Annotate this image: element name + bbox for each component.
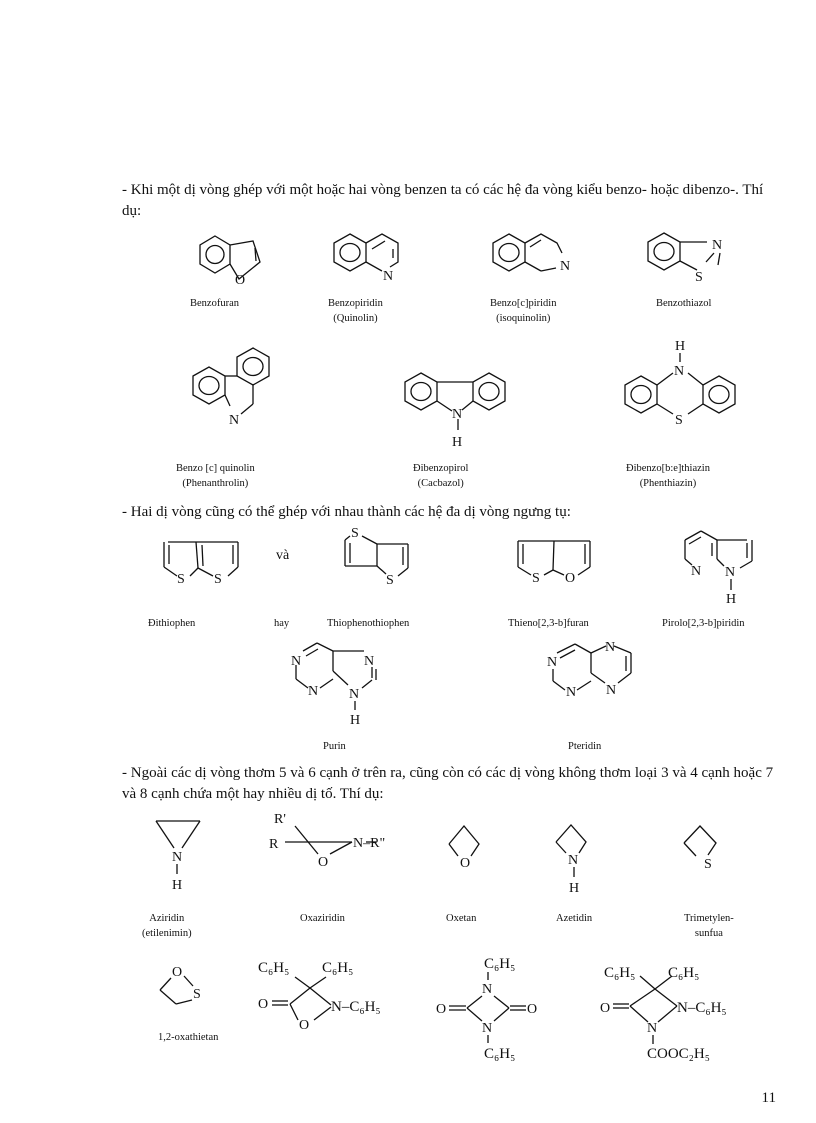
phenthiazin-structure — [625, 339, 735, 428]
atom-n: N — [383, 269, 394, 284]
atom-h: H — [675, 339, 686, 354]
phenanthrolin-structure — [193, 348, 269, 428]
label-quinolin: Benzopiridin (Quinolin) — [328, 298, 383, 324]
atom-n: N — [568, 853, 579, 868]
atom-h: H — [569, 881, 580, 896]
purin-structure — [291, 643, 376, 728]
atom-n: N — [566, 685, 577, 700]
atom-n: N — [229, 413, 240, 428]
atom-n: N — [308, 684, 319, 699]
thiophenothiophen-structure — [345, 526, 408, 588]
atom-n: N — [725, 565, 736, 580]
atom-s: S — [351, 526, 359, 541]
lactone-structure — [258, 960, 381, 1033]
atom-h: H — [350, 713, 361, 728]
atom-n: N — [605, 640, 616, 655]
atom-o: O — [258, 997, 269, 1012]
atom-s: S — [214, 572, 222, 587]
atom-n: N — [364, 654, 375, 669]
label-phenthiazin: Đibenzo[b:e]thiazin (Phenthiazin) — [626, 463, 710, 489]
label-benzothiazol: Benzothiazol — [656, 298, 712, 309]
atom-n: N — [560, 259, 571, 274]
phenyl-group: C₆H₅ — [668, 965, 700, 981]
benzofuran-structure — [200, 236, 260, 288]
atom-o: O — [460, 856, 471, 871]
atom-n: N — [647, 1021, 658, 1036]
atom-s: S — [675, 413, 683, 428]
label-pirolopiridin: Pirolo[2,3-b]piridin — [662, 618, 745, 629]
dithiophen-structure — [164, 542, 238, 587]
atom-o: O — [172, 965, 183, 980]
oxetan-structure — [449, 826, 479, 871]
cacbazol-structure — [405, 373, 505, 450]
label-oxetan: Oxetan — [446, 913, 477, 924]
atom-n: N — [172, 850, 183, 865]
azetidin-structure — [556, 825, 586, 896]
pirolopiridin-structure — [685, 531, 752, 607]
atom-n: N — [547, 655, 558, 670]
n-phenyl-group: N–C₆H₅ — [331, 999, 381, 1015]
word-or: hay — [274, 618, 290, 629]
label-trimetylensunfua: Trimetylen- sunfua — [684, 913, 734, 939]
label-oxaziridin: Oxaziridin — [300, 913, 345, 924]
trimetylensunfua-structure — [684, 826, 716, 872]
atom-n: N — [291, 654, 302, 669]
atom-r1: R' — [274, 812, 286, 827]
atom-o: O — [299, 1018, 310, 1033]
label-purin: Purin — [323, 741, 346, 752]
phenyl-group: C₆H₅ — [484, 1046, 516, 1062]
oxathietan-structure — [160, 965, 201, 1004]
phenyl-group: C₆H₅ — [258, 960, 290, 976]
label-thiophenothiophen: Thiophenothiophen — [327, 618, 410, 629]
atom-s: S — [532, 571, 540, 586]
atom-o: O — [600, 1001, 611, 1016]
diazetidinedione-structure — [436, 956, 537, 1062]
ester-group: COOC₂H₅ — [647, 1046, 710, 1062]
atom-o: O — [318, 855, 329, 870]
quinolin-structure — [334, 234, 398, 284]
oxaziridin-structure — [269, 812, 385, 870]
atom-n: N — [712, 238, 723, 253]
atom-h: H — [452, 435, 463, 450]
label-dithiophen: Đithiophen — [148, 618, 196, 629]
phenyl-group: C₆H₅ — [604, 965, 636, 981]
label-oxathietan: 1,2-oxathietan — [158, 1032, 219, 1043]
lactam-structure — [600, 965, 727, 1062]
phenyl-group: C₆H₅ — [322, 960, 354, 976]
page-number: 11 — [761, 1090, 776, 1106]
atom-n: N — [349, 687, 360, 702]
intro-paragraph: - Khi một dị vòng ghép với một hoặc hai vòng benzen ta có các hệ đa vòng kiểu benzo- hoặc dibenzo-. Thí dụ: — [122, 182, 764, 219]
atom-h: H — [726, 592, 737, 607]
atom-s: S — [193, 987, 201, 1002]
atom-n: N — [452, 407, 463, 422]
label-aziridin: Aziridin (etilenimin) — [142, 913, 192, 939]
label-phenanthrolin: Benzo [c] quinolin (Phenanthrolin) — [176, 463, 255, 489]
atom-o: O — [527, 1002, 538, 1017]
atom-r: R — [269, 837, 279, 852]
atom-s: S — [177, 572, 185, 587]
isoquinolin-structure — [493, 234, 570, 274]
atom-o: O — [235, 273, 246, 288]
pteridin-structure — [547, 640, 631, 700]
label-benzofuran: Benzofuran — [190, 298, 239, 309]
label-cacbazol: Đibenzopirol (Cacbazol) — [413, 463, 469, 489]
label-isoquinolin: Benzo[c]piridin (isoquinolin) — [490, 298, 557, 324]
atom-s: S — [386, 573, 394, 588]
benzothiazol-structure — [648, 233, 722, 285]
atom-n-r2: N–R" — [353, 836, 386, 851]
atom-n: N — [482, 1021, 493, 1036]
label-thienofuran: Thieno[2,3-b]furan — [508, 618, 589, 629]
atom-o: O — [436, 1002, 447, 1017]
label-azetidin: Azetidin — [556, 913, 593, 924]
phenyl-group: C₆H₅ — [484, 956, 516, 972]
n-phenyl-group: N–C₆H₅ — [677, 1000, 727, 1016]
thienofuran-structure — [518, 541, 590, 586]
atom-n: N — [482, 982, 493, 997]
fused-paragraph: - Hai dị vòng cũng có thể ghép với nhau thành các hệ đa dị vòng ngưng tụ: — [122, 504, 571, 520]
atom-s: S — [704, 857, 712, 872]
atom-s: S — [695, 270, 703, 285]
atom-n: N — [674, 364, 685, 379]
label-pteridin: Pteridin — [568, 741, 602, 752]
atom-o: O — [565, 571, 576, 586]
other-paragraph: - Ngoài các dị vòng thơm 5 và 6 cạnh ở trên ra, cũng còn có các dị vòng không thơm loại 3 và 4 cạnh hoặc 7 và 8 cạnh chứa một hay nhiều dị tố. Thí dụ: — [122, 765, 774, 802]
word-and: và — [276, 548, 290, 563]
atom-n: N — [606, 683, 617, 698]
atom-n: N — [691, 564, 702, 579]
atom-h: H — [172, 878, 183, 893]
aziridin-structure — [156, 821, 200, 893]
